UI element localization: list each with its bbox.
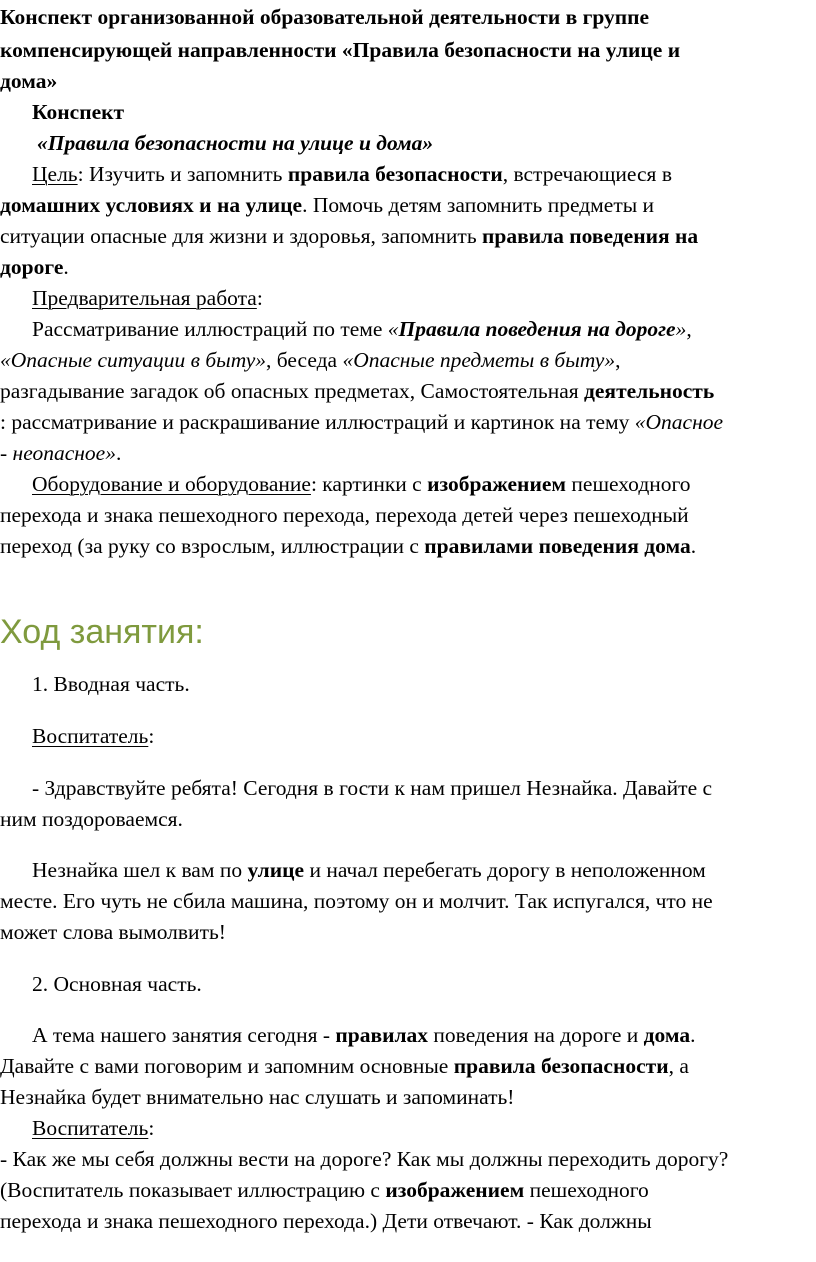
equip-line-1: Оборудование и оборудование: картинки с изображением пешеходного <box>32 472 691 496</box>
equip-line-3: переход (за руку со взрослым, иллюстрации с правилами поведения дома. <box>0 534 697 558</box>
teacher-label-1: Воспитатель: <box>32 724 155 748</box>
document-title-line-3: дома» <box>0 69 58 93</box>
prep-line-1: Рассматривание иллюстраций по теме «Правила поведения на дороге», <box>32 317 692 341</box>
greeting-line-2: ним поздороваемся. <box>0 807 183 831</box>
prep-line-5: - неопасное». <box>0 441 122 465</box>
greeting-line-1: - Здравствуйте ребята! Сегодня в гости к нам пришел Незнайка. Давайте с <box>32 776 713 800</box>
course-heading: Ход занятия: <box>0 613 204 651</box>
goal-line-1: Цель: Изучить и запомнить правила безопасности, встречающиеся в <box>32 162 672 186</box>
goal-line-3: ситуации опасные для жизни и здоровья, запомнить правила поведения на <box>0 224 699 248</box>
prep-line-4: : рассматривание и раскрашивание иллюстраций и картинок на тему «Опасное <box>0 410 724 434</box>
document-title-line-1: Конспект организованной образовательной деятельности в группе <box>0 5 650 29</box>
teacher-label-2: Воспитатель: <box>32 1116 155 1140</box>
theme-line-2: Давайте с вами поговорим и запомним основные правила безопасности, а <box>0 1054 689 1078</box>
story-line-3: может слова вымолвить! <box>0 920 226 944</box>
main-part-title: 2. Основная часть. <box>32 972 202 996</box>
prep-heading: Предварительная работа: <box>32 286 263 310</box>
story-line-2: месте. Его чуть не сбила машина, поэтому он и молчит. Так испугался, что не <box>0 889 713 913</box>
equip-line-2: перехода и знака пешеходного перехода, перехода детей через пешеходный <box>0 503 689 527</box>
goal-line-2: домашних условиях и на улице. Помочь детям запомнить предметы и <box>0 193 655 217</box>
summary-subtitle: «Правила безопасности на улице и дома» <box>37 131 434 155</box>
question-line-2: (Воспитатель показывает иллюстрацию с изображением пешеходного <box>0 1178 649 1202</box>
prep-line-2: «Опасные ситуации в быту», беседа «Опасные предметы в быту», <box>0 348 621 372</box>
summary-label: Конспект <box>32 100 125 124</box>
story-line-1: Незнайка шел к вам по улице и начал перебегать дорогу в неположенном <box>32 858 706 882</box>
goal-line-4: дороге. <box>0 255 69 279</box>
question-line-1: - Как же мы себя должны вести на дороге? Как мы должны переходить дорогу? <box>0 1147 729 1171</box>
goal-label: Цель <box>32 162 78 186</box>
prep-label: Предварительная работа <box>32 286 257 310</box>
theme-line-3: Незнайка будет внимательно нас слушать и запоминать! <box>0 1085 515 1109</box>
intro-part-title: 1. Вводная часть. <box>32 672 190 696</box>
prep-line-3: разгадывание загадок об опасных предметах, Самостоятельная деятельность <box>0 379 715 403</box>
document-title-line-2: компенсирующей направленности «Правила безопасности на улице и <box>0 38 681 62</box>
equip-label: Оборудование и оборудование <box>32 472 311 496</box>
theme-line-1: А тема нашего занятия сегодня - правилах поведения на дороге и дома. <box>32 1023 696 1047</box>
question-line-3: перехода и знака пешеходного перехода.) Дети отвечают. - Как должны <box>0 1209 652 1233</box>
